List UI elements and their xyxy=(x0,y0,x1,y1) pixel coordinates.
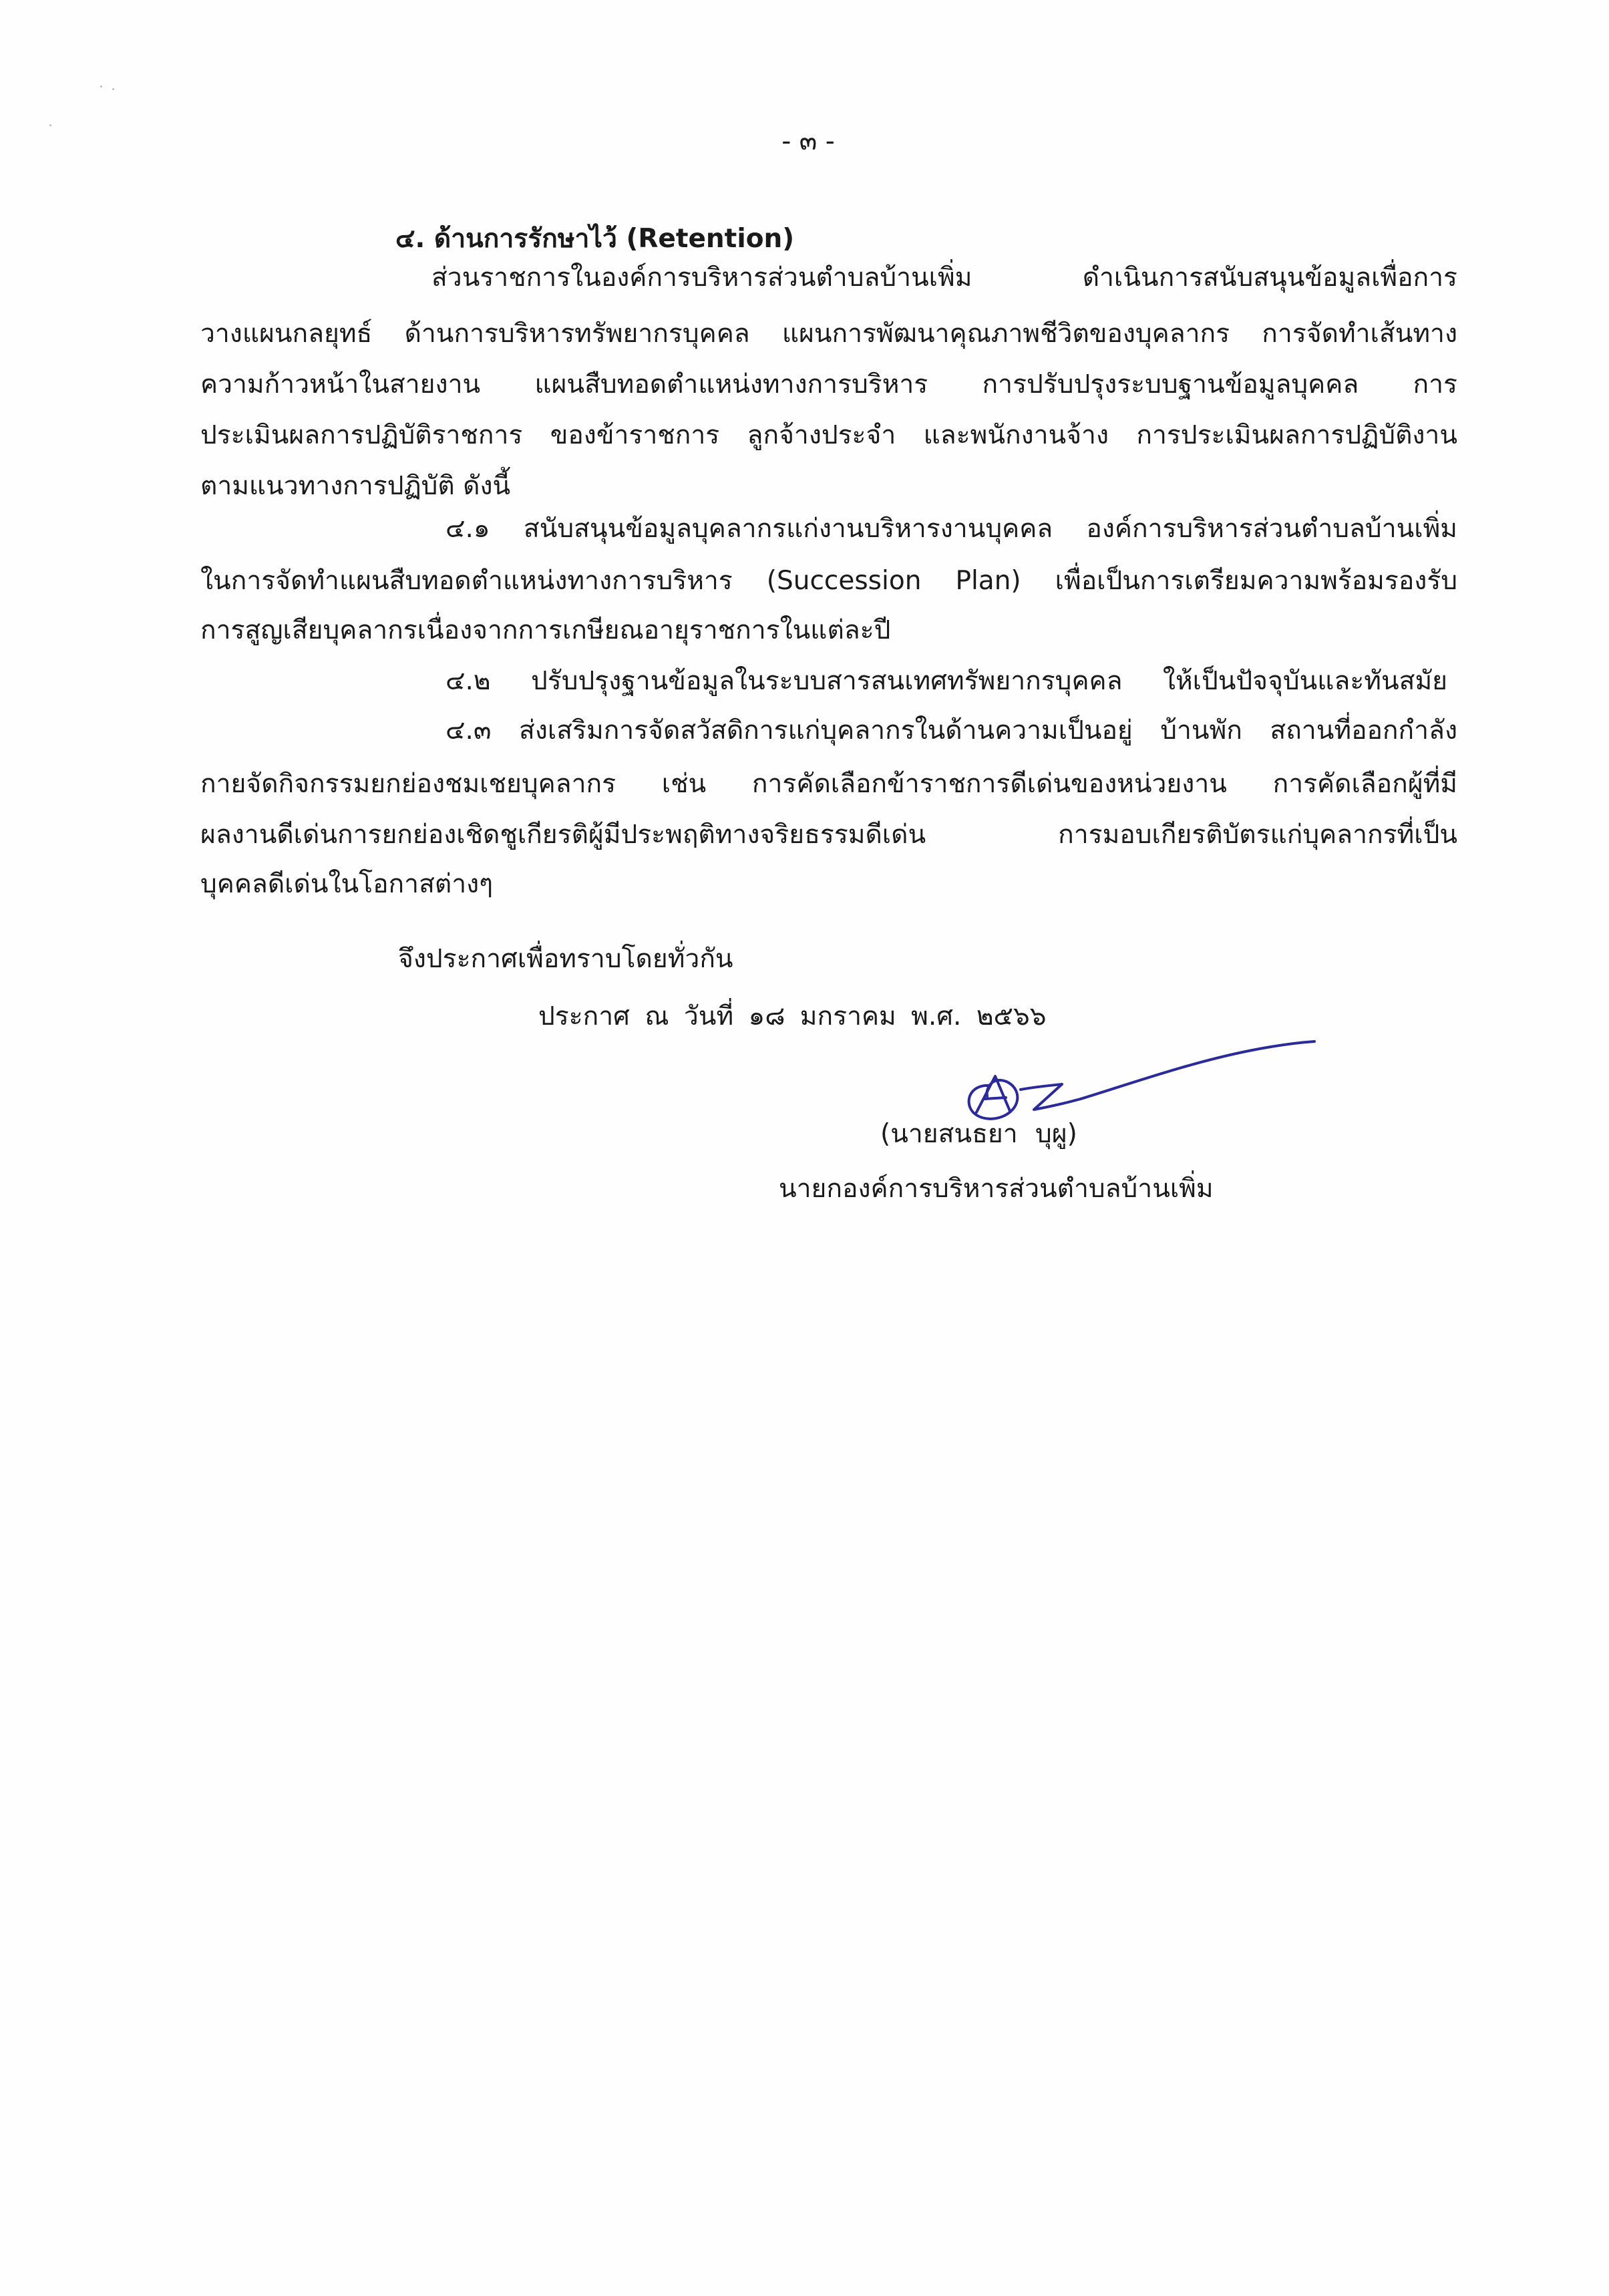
scan-speck xyxy=(49,124,51,126)
scan-speck xyxy=(112,88,114,90)
signer-title: นายกองค์การบริหารส่วนตำบลบ้านเพิ่ม xyxy=(779,1174,1214,1204)
list-item-line: กายจัดกิจกรรมยกย่องชมเชยบุคลากร เช่น การคัดเลือกข้าราชการดีเด่นของหน่วยงาน การคัดเลือกผู้ที่มี xyxy=(200,769,1457,799)
signer-name: (นายสนธยา บุผู) xyxy=(880,1119,1077,1149)
list-item-line: ๔.๒ ปรับปรุงฐานข้อมูลในระบบสารสนเทศทรัพยากรบุคคล ให้เป็นปัจจุบันและทันสมัย xyxy=(445,666,1447,696)
list-item-line: ๔.๓ ส่งเสริมการจัดสวัสดิการแก่บุคลากรในด้านความเป็นอยู่ บ้านพัก สถานที่ออกกำลัง xyxy=(445,715,1457,746)
list-item-line: บุคคลดีเด่นในโอกาสต่างๆ xyxy=(200,869,494,899)
list-item-line: ผลงานดีเด่นการยกย่องเชิดชูเกียรติผู้มีประพฤติทางจริยธรรมดีเด่น การมอบเกียรติบัตรแก่บุคลากรที่เป็น xyxy=(200,820,1457,850)
paragraph-line: ตามแนวทางการปฏิบัติ ดังนี้ xyxy=(200,471,511,501)
list-item-line: ในการจัดทำแผนสืบทอดตำแหน่งทางการบริหาร (Succession Plan) เพื่อเป็นการเตรียมความพร้อมรองรับ xyxy=(200,566,1457,596)
list-item-line: การสูญเสียบุคลากรเนื่องจากการเกษียณอายุราชการในแต่ละปี xyxy=(200,615,891,645)
paragraph-line: วางแผนกลยุทธ์ ด้านการบริหารทรัพยากรบุคคล แผนการพัฒนาคุณภาพชีวิตของบุคลากร การจัดทำเส้นทาง xyxy=(200,319,1457,349)
paragraph-line: ส่วนราชการในองค์การบริหารส่วนตำบลบ้านเพิ่ม ดำเนินการสนับสนุนข้อมูลเพื่อการ xyxy=(431,263,1457,293)
handwritten-signature xyxy=(948,1032,1322,1132)
page-number: - ๓ - xyxy=(781,126,835,156)
announcement-date: ประกาศ ณ วันที่ ๑๘ มกราคม พ.ศ. ๒๕๖๖ xyxy=(538,1001,1047,1031)
paragraph-line: ความก้าวหน้าในสายงาน แผนสืบทอดตำแหน่งทางการบริหาร การปรับปรุงระบบฐานข้อมูลบุคคล การ xyxy=(200,369,1457,399)
section-heading: ๔. ด้านการรักษาไว้ (Retention) xyxy=(395,224,795,254)
list-item-line: ๔.๑ สนับสนุนข้อมูลบุคลากรแก่งานบริหารงานบุคคล องค์การบริหารส่วนตำบลบ้านเพิ่ม xyxy=(445,514,1457,544)
paragraph-line: ประเมินผลการปฏิบัติราชการ ของข้าราชการ ลูกจ้างประจำ และพนักงานจ้าง การประเมินผลการปฏิบัติงาน xyxy=(200,420,1457,450)
announcement-text: จึงประกาศเพื่อทราบโดยทั่วกัน xyxy=(398,944,733,974)
scan-speck xyxy=(100,86,102,88)
